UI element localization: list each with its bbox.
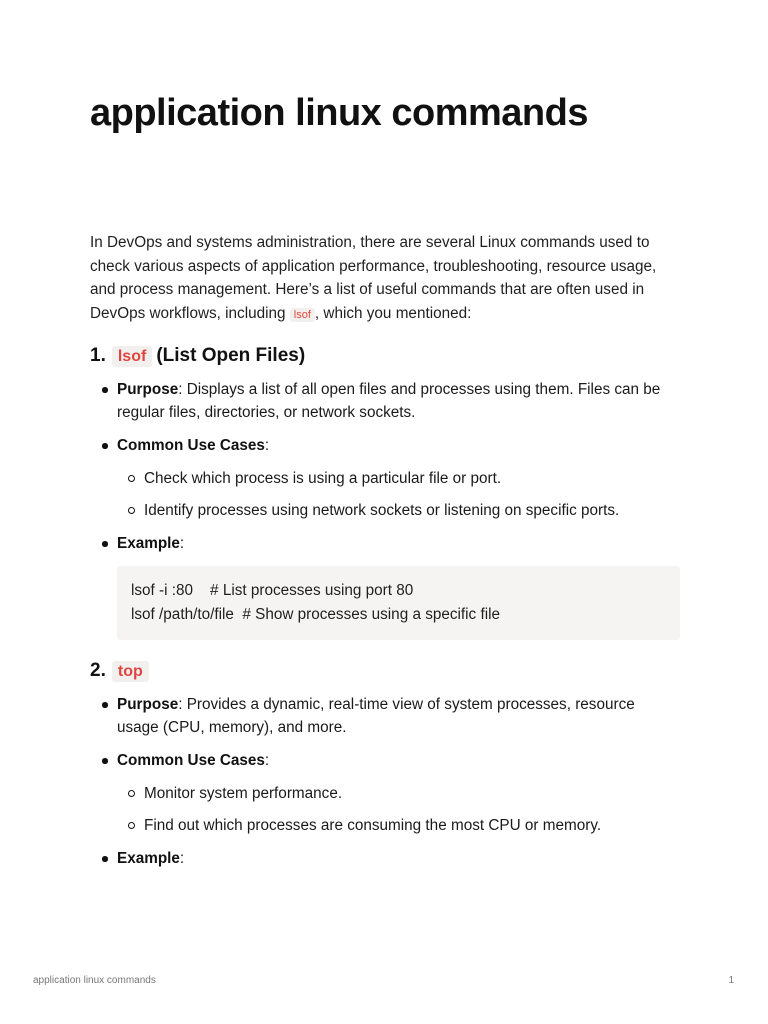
purpose-label: Purpose [117, 381, 179, 398]
footer-document-title: application linux commands [33, 975, 156, 986]
use-cases-list [117, 467, 680, 522]
footer-page-number: 1 [728, 975, 734, 986]
use-cases-label: Common Use Cases [117, 752, 265, 769]
intro-inline-code: lsof [290, 308, 315, 322]
section-number: 1. [90, 345, 106, 366]
command-name: lsof [112, 346, 152, 367]
purpose-text: : Provides a dynamic, real-time view of system processes, resource usage (CPU, memory), and more. [117, 696, 635, 736]
code-block [117, 566, 680, 640]
intro-paragraph [90, 231, 680, 327]
list-item: Find out which processes are consuming the most CPU or memory. [117, 814, 680, 837]
list-item: Check which process is using a particular file or port. [117, 467, 680, 490]
section-bullets [90, 693, 680, 870]
section-subtitle: (List Open Files) [156, 345, 306, 366]
section-heading [90, 656, 680, 686]
intro-text-end: , which you mentioned: [314, 304, 472, 322]
list-item: Identify processes using network sockets or listening on specific ports. [117, 499, 680, 522]
example-item: Example: lsof -i :80 # List processes using port 80 lsof /path/to/file # Show processes using a specific file [90, 532, 680, 640]
section-bullets [90, 378, 680, 640]
intro-text: In DevOps and systems administration, there are several Linux commands used to check various aspects of application performance, troubleshooting, resource usage, and process management. Here’s a list of useful commands that are often used in DevOps workflows, including [90, 234, 657, 322]
section-top [90, 656, 680, 870]
section-lsof [90, 341, 680, 640]
command-name: top [112, 661, 149, 682]
section-heading [90, 341, 680, 371]
code-line: lsof /path/to/file # Show processes using a specific file [131, 606, 501, 623]
purpose-label: Purpose [117, 696, 179, 713]
use-cases-label: Common Use Cases [117, 437, 265, 454]
use-cases-item: Common Use Cases: Monitor system performance. Find out which processes are consuming the most CPU or memory. [90, 749, 680, 837]
list-item: Monitor system performance. [117, 782, 680, 805]
purpose-item [90, 693, 680, 739]
example-label: Example [117, 535, 180, 552]
purpose-item [90, 378, 680, 424]
example-item: Example: [90, 847, 680, 870]
section-number: 2. [90, 660, 106, 681]
purpose-text: : Displays a list of all open files and processes using them. Files can be regular files, directories, or network sockets. [117, 381, 661, 421]
use-cases-item: Common Use Cases: Check which process is using a particular file or port. Identify processes using network sockets or listening on specific ports. [90, 434, 680, 522]
use-cases-list [117, 782, 680, 837]
code-line: lsof -i :80 # List processes using port 80 [131, 582, 414, 599]
example-label: Example [117, 850, 180, 867]
page-title: application linux commands [90, 92, 588, 134]
